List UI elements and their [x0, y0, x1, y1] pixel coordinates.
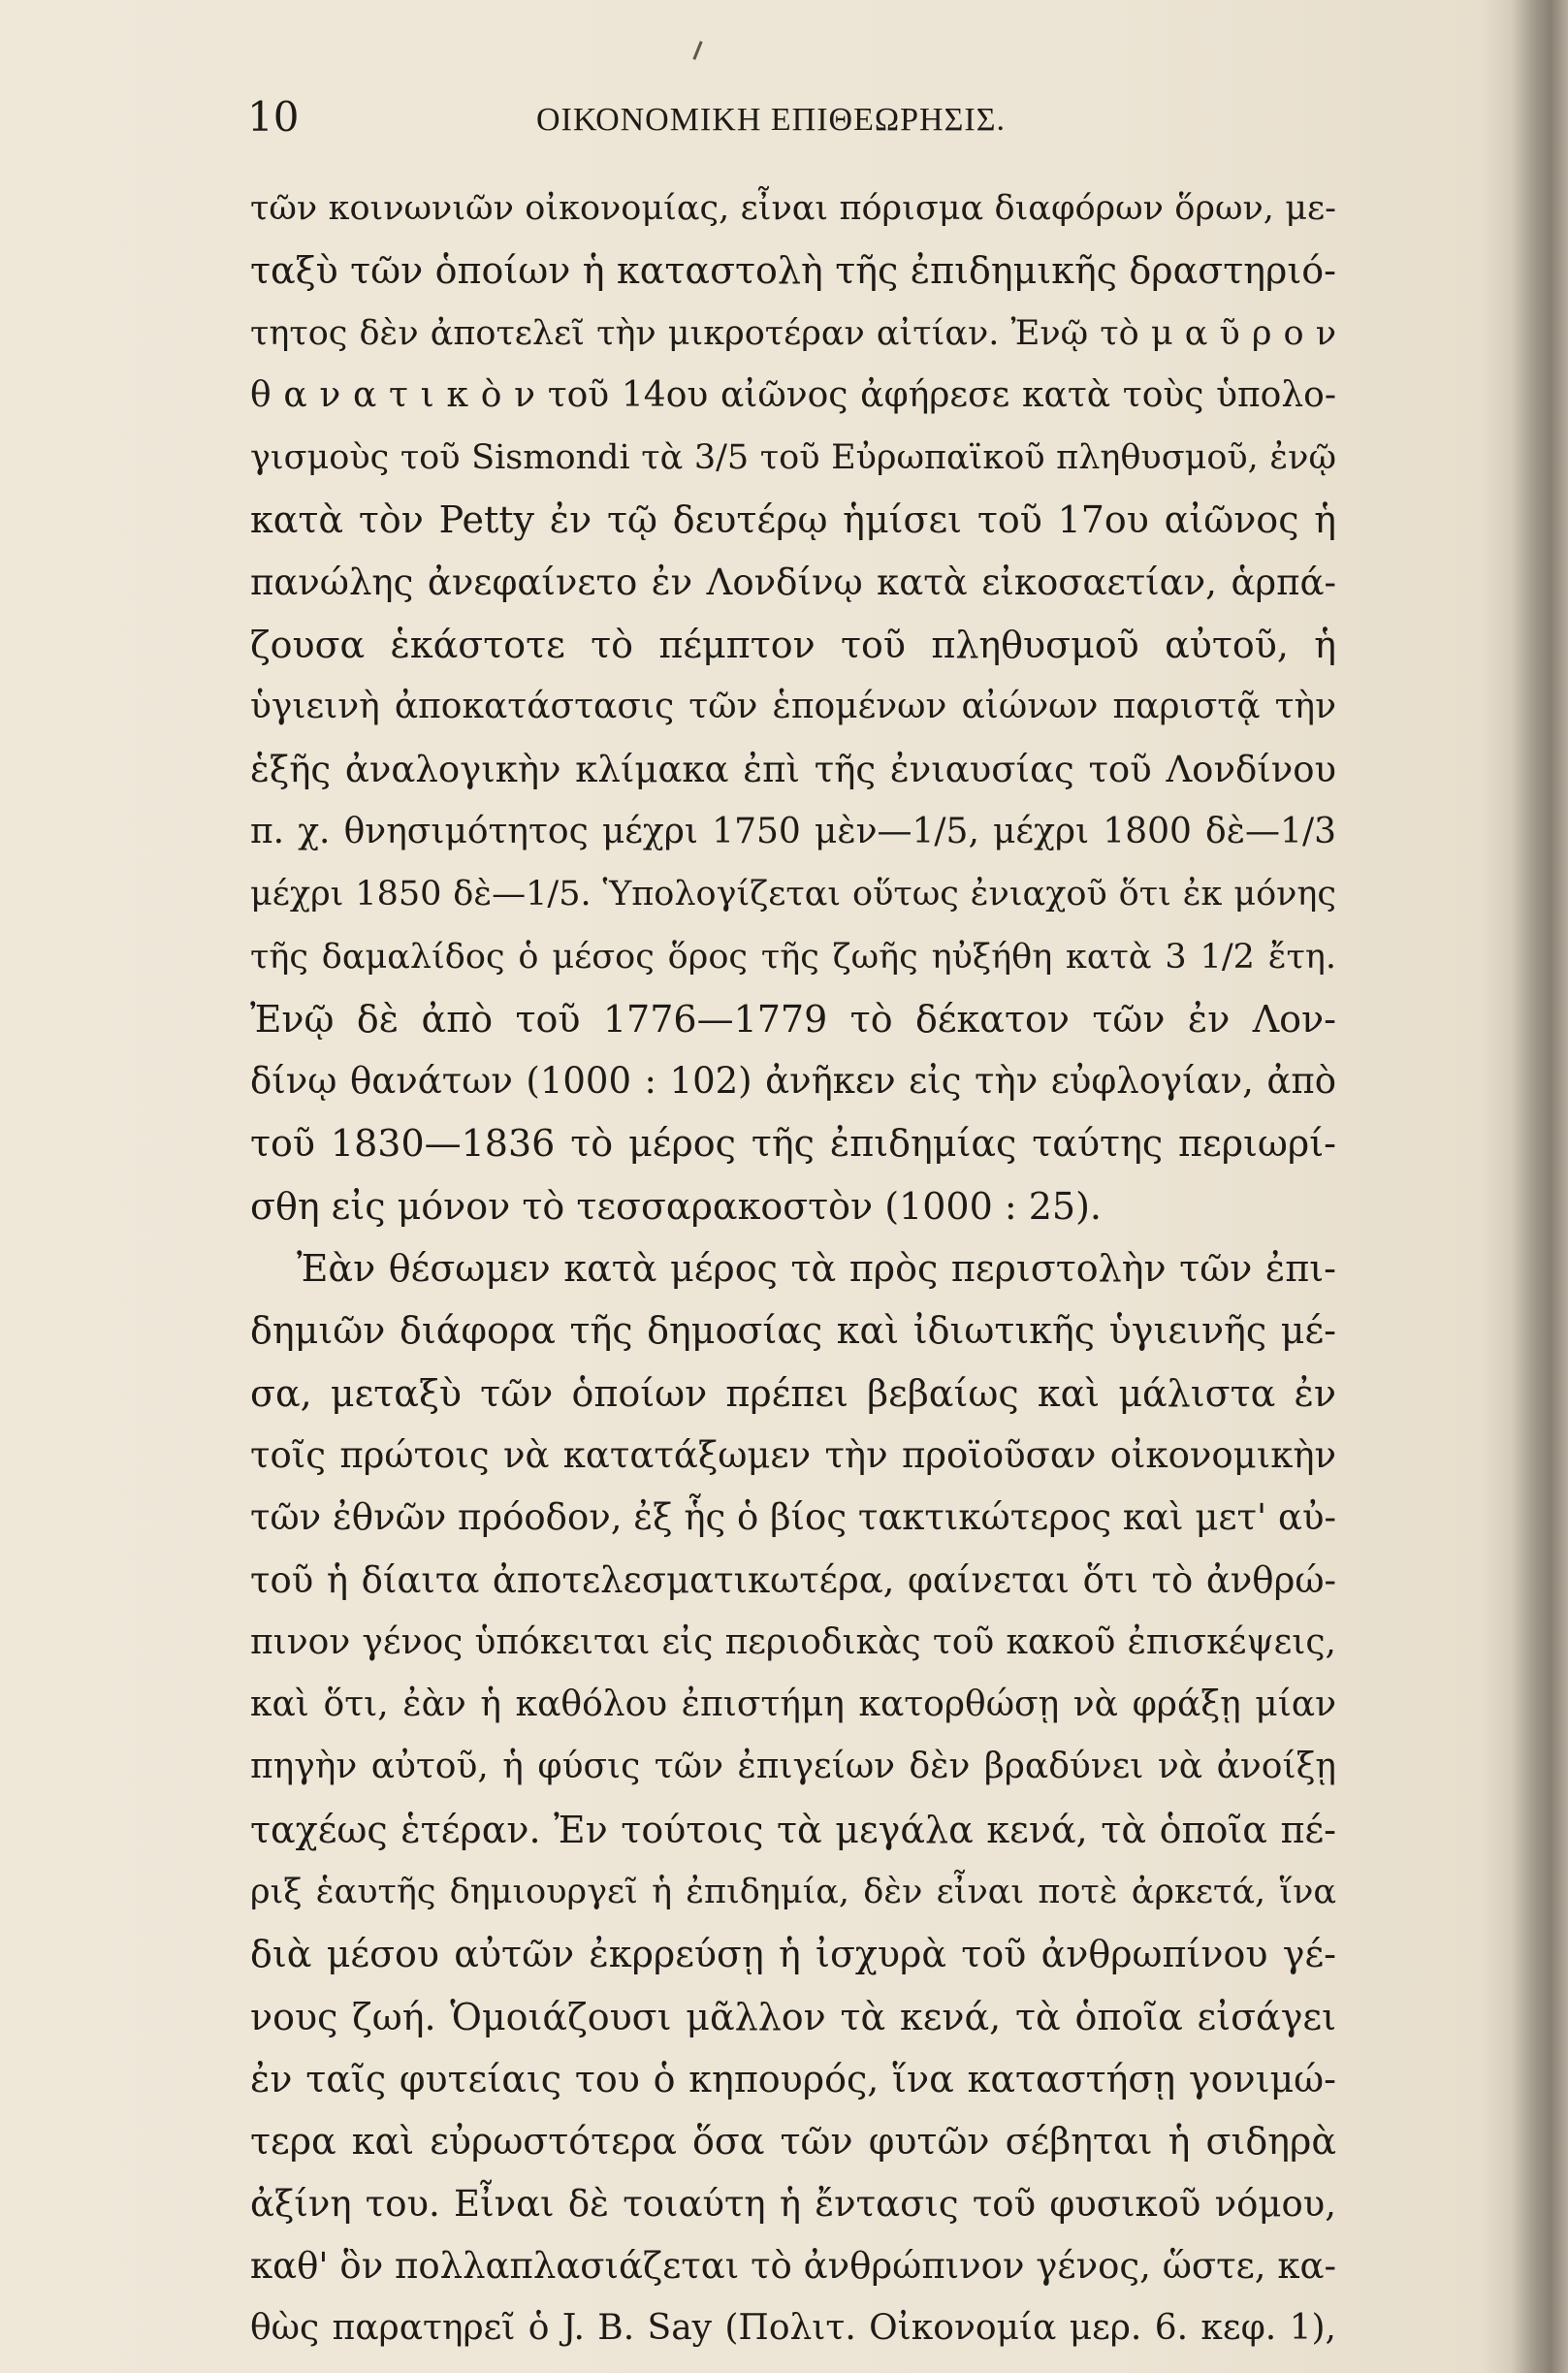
text-line: τερα καὶ εὐρωστότερα ὅσα τῶν φυτῶν σέβηται ἡ σιδηρὰ [250, 2120, 1336, 2164]
text-line: καὶ ὅτι, ἐὰν ἡ καθόλου ἐπιστήμη κατορθώσῃ νὰ φράξῃ μίαν [250, 1684, 1336, 1725]
text-line: δημιῶν διάφορα τῆς δημοσίας καὶ ἰδιωτικῆς ὑγιεινῆς μέ- [250, 1309, 1336, 1353]
text-line: π. χ. θνησιμότητος μέχρι 1750 μὲν—1/5, μέχρι 1800 δὲ—1/3 [250, 811, 1336, 851]
text-line: γισμοὺς τοῦ Sismondi τὰ 3/5 τοῦ Εὐρωπαϊκοῦ πληθυσμοῦ, ἐνῷ [250, 438, 1336, 478]
text-line: νους ζωή. Ὁμοιάζουσι μᾶλλον τὰ κενά, τὰ ὁποῖα εἰσάγει [250, 1995, 1336, 2038]
text-line: ἀξίνη του. Εἶναι δὲ τοιαύτη ἡ ἔντασις τοῦ φυσικοῦ νόμου, [250, 2182, 1336, 2225]
text-line: κατὰ τὸν Petty ἐν τῷ δευτέρῳ ἡμίσει τοῦ 17ου αἰῶνος ἡ [250, 498, 1336, 542]
text-line: τοῦ ἡ δίαιτα ἀποτελεσματικωτέρα, φαίνεται ὅτι τὸ ἀνθρώ- [250, 1558, 1336, 1601]
binding-shadow [1481, 0, 1568, 2373]
text-line: τητος δὲν ἀποτελεῖ τὴν μικροτέραν αἰτίαν. Ἐνῷ τὸ μ α ῦ ρ ο ν [250, 313, 1336, 353]
text-line: διὰ μέσου αὐτῶν ἐκρρεύσῃ ἡ ἰσχυρὰ τοῦ ἀνθρωπίνου γέ- [250, 1933, 1336, 1976]
text-line: μέχρι 1850 δὲ—1/5. Ὑπολογίζεται οὕτως ἐνιαχοῦ ὅτι ἐκ μόνης [250, 875, 1336, 914]
body-text [250, 177, 1336, 2359]
stray-ink-mark [692, 41, 702, 60]
text-line: σθη εἰς μόνον τὸ τεσσαρακοστὸν (1000 : 25). [250, 1184, 1102, 1228]
text-line: πανώλης ἀνεφαίνετο ἐν Λονδίνῳ κατὰ εἰκοσαετίαν, ἁρπά- [250, 561, 1336, 603]
text-line: τοῦ 1830—1836 τὸ μέρος τῆς ἐπιδημίας ταύτης περιωρί- [250, 1122, 1336, 1166]
text-line: πηγὴν αὐτοῦ, ἡ φύσις τῶν ἐπιγείων δὲν βραδύνει νὰ ἀνοίξῃ [250, 1747, 1336, 1787]
text-line: ἑξῆς ἀναλογικὴν κλίμακα ἐπὶ τῆς ἐνιαυσίας τοῦ Λονδίνου [250, 748, 1336, 790]
text-line: τοῖς πρώτοις νὰ κατατάξωμεν τὴν προϊοῦσαν οἰκονομικὴν [250, 1433, 1336, 1476]
text-line: τῆς δαμαλίδος ὁ μέσος ὅρος τῆς ζωῆς ηὐξήθη κατὰ 3 1/2 ἔτη. [250, 937, 1336, 977]
text-line: πινον γένος ὑπόκειται εἰς περιοδικὰς τοῦ κακοῦ ἐπισκέψεις, [250, 1621, 1336, 1662]
text-line: δίνῳ θανάτων (1000 : 102) ἀνῆκεν εἰς τὴν εὐφλογίαν, ἀπὸ [250, 1060, 1336, 1103]
text-line: θὼς παρατηρεῖ ὁ J. B. Say (Πολιτ. Οἰκονομία μερ. 6. κεφ. 1), [250, 2308, 1336, 2349]
text-line: ριξ ἑαυτῆς δημιουργεῖ ἡ ἐπιδημία, δὲν εἶναι ποτὲ ἀρκετά, ἵνα [250, 1873, 1336, 1912]
paragraph-start-line: Ἐὰν θέσωμεν κατὰ μέρος τὰ πρὸς περιστολὴν τῶν ἐπι- [297, 1247, 1336, 1291]
text-line: Ἐνῷ δὲ ἀπὸ τοῦ 1776—1779 τὸ δέκατον τῶν ἐν Λον- [250, 997, 1336, 1041]
text-line: ἐν ταῖς φυτείαις του ὁ κηπουρός, ἵνα καταστήσῃ γονιμώ- [250, 2057, 1336, 2100]
page-number: 10 [247, 93, 300, 141]
text-line: θ α ν α τ ι κ ὸ ν τοῦ 14ου αἰῶνος ἀφήρεσε κατὰ τοὺς ὑπολο- [250, 374, 1336, 415]
text-line: σα, μεταξὺ τῶν ὁποίων πρέπει βεβαίως καὶ μάλιστα ἐν [250, 1371, 1336, 1415]
text-line: ταχέως ἑτέραν. Ἐν τούτοις τὰ μεγάλα κενά, τὰ ὁποῖα πέ- [250, 1808, 1336, 1851]
running-title: ΟΙΚΟΝΟΜΙΚΗ ΕΠΙΘΕΩΡΗΣΙΣ. [535, 102, 1006, 138]
text-line: τῶν ἐθνῶν πρόοδον, ἐξ ἧς ὁ βίος τακτικώτερος καὶ μετ' αὐ- [250, 1496, 1336, 1539]
text-line: καθ' ὃν πολλαπλασιάζεται τὸ ἀνθρώπινον γένος, ὥστε, κα- [250, 2244, 1336, 2287]
text-line: ταξὺ τῶν ὁποίων ἡ καταστολὴ τῆς ἐπιδημικῆς δραστηριό- [250, 249, 1336, 293]
page-header [247, 90, 1319, 144]
text-line: ὑγιεινὴ ἀποκατάστασις τῶν ἑπομένων αἰώνων παριστᾷ τὴν [250, 687, 1336, 727]
text-line: ζουσα ἑκάστοτε τὸ πέμπτον τοῦ πληθυσμοῦ αὐτοῦ, ἡ [250, 624, 1336, 667]
text-line: τῶν κοινωνιῶν οἰκονομίας, εἶναι πόρισμα διαφόρων ὅρων, με- [250, 189, 1336, 228]
